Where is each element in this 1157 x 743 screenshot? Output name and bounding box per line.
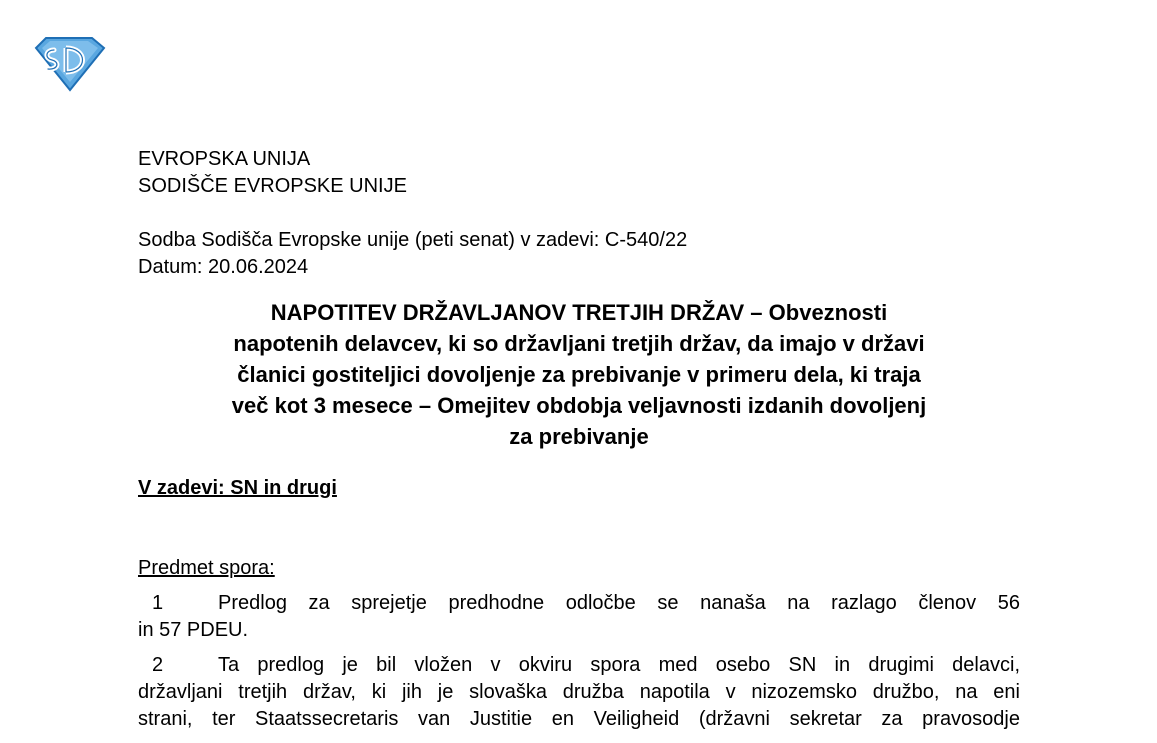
header-line-1: EVROPSKA UNIJA	[138, 148, 311, 170]
paragraph-number: 1	[152, 592, 164, 614]
title-line: članici gostiteljici dovoljenje za prebivanje v primeru dela, ki traja	[237, 362, 921, 387]
title-line: napotenih delavcev, ki so državljani tretjih držav, da imajo v državi	[233, 331, 925, 356]
case-heading: V zadevi: SN in drugi	[138, 477, 337, 499]
subject-heading: Predmet spora:	[138, 557, 275, 579]
paragraph-number: 2	[152, 654, 164, 676]
title-line: več kot 3 mesece – Omejitev obdobja veljavnosti izdanih dovoljenj	[231, 393, 927, 418]
paragraph-line: državljani tretjih držav, ki jih je slovaška družba napotila v nizozemsko družbo, na eni	[138, 681, 1020, 703]
paragraph-text: Predlog za sprejetje predhodne odločbe se nanaša na razlago členov 56	[218, 592, 1020, 614]
paragraph-first-line	[138, 652, 1020, 679]
paragraph-line: strani, ter Staatssecretaris van Justitie en Veiligheid (državni sekretar za pravosodje	[138, 708, 1020, 730]
document-body	[138, 146, 1020, 733]
title-line: za prebivanje	[509, 424, 649, 449]
judgment-reference: Sodba Sodišča Evropske unije (peti senat) v zadevi: C-540/22	[138, 229, 688, 251]
header-line-2: SODIŠČE EVROPSKE UNIJE	[138, 175, 407, 197]
paragraph-first-line	[138, 590, 1020, 617]
court-logo-icon	[32, 36, 106, 92]
judgment-date: Datum: 20.06.2024	[138, 256, 309, 278]
paragraph-line: in 57 PDEU.	[138, 619, 249, 641]
paragraph-text: Ta predlog je bil vložen v okviru spora med osebo SN in drugimi delavci,	[218, 654, 1020, 676]
paragraph	[138, 590, 1020, 644]
title-line: NAPOTITEV DRŽAVLJANOV TRETJIH DRŽAV – Obveznosti	[270, 300, 888, 325]
document-title	[138, 297, 1020, 452]
paragraph	[138, 652, 1020, 733]
